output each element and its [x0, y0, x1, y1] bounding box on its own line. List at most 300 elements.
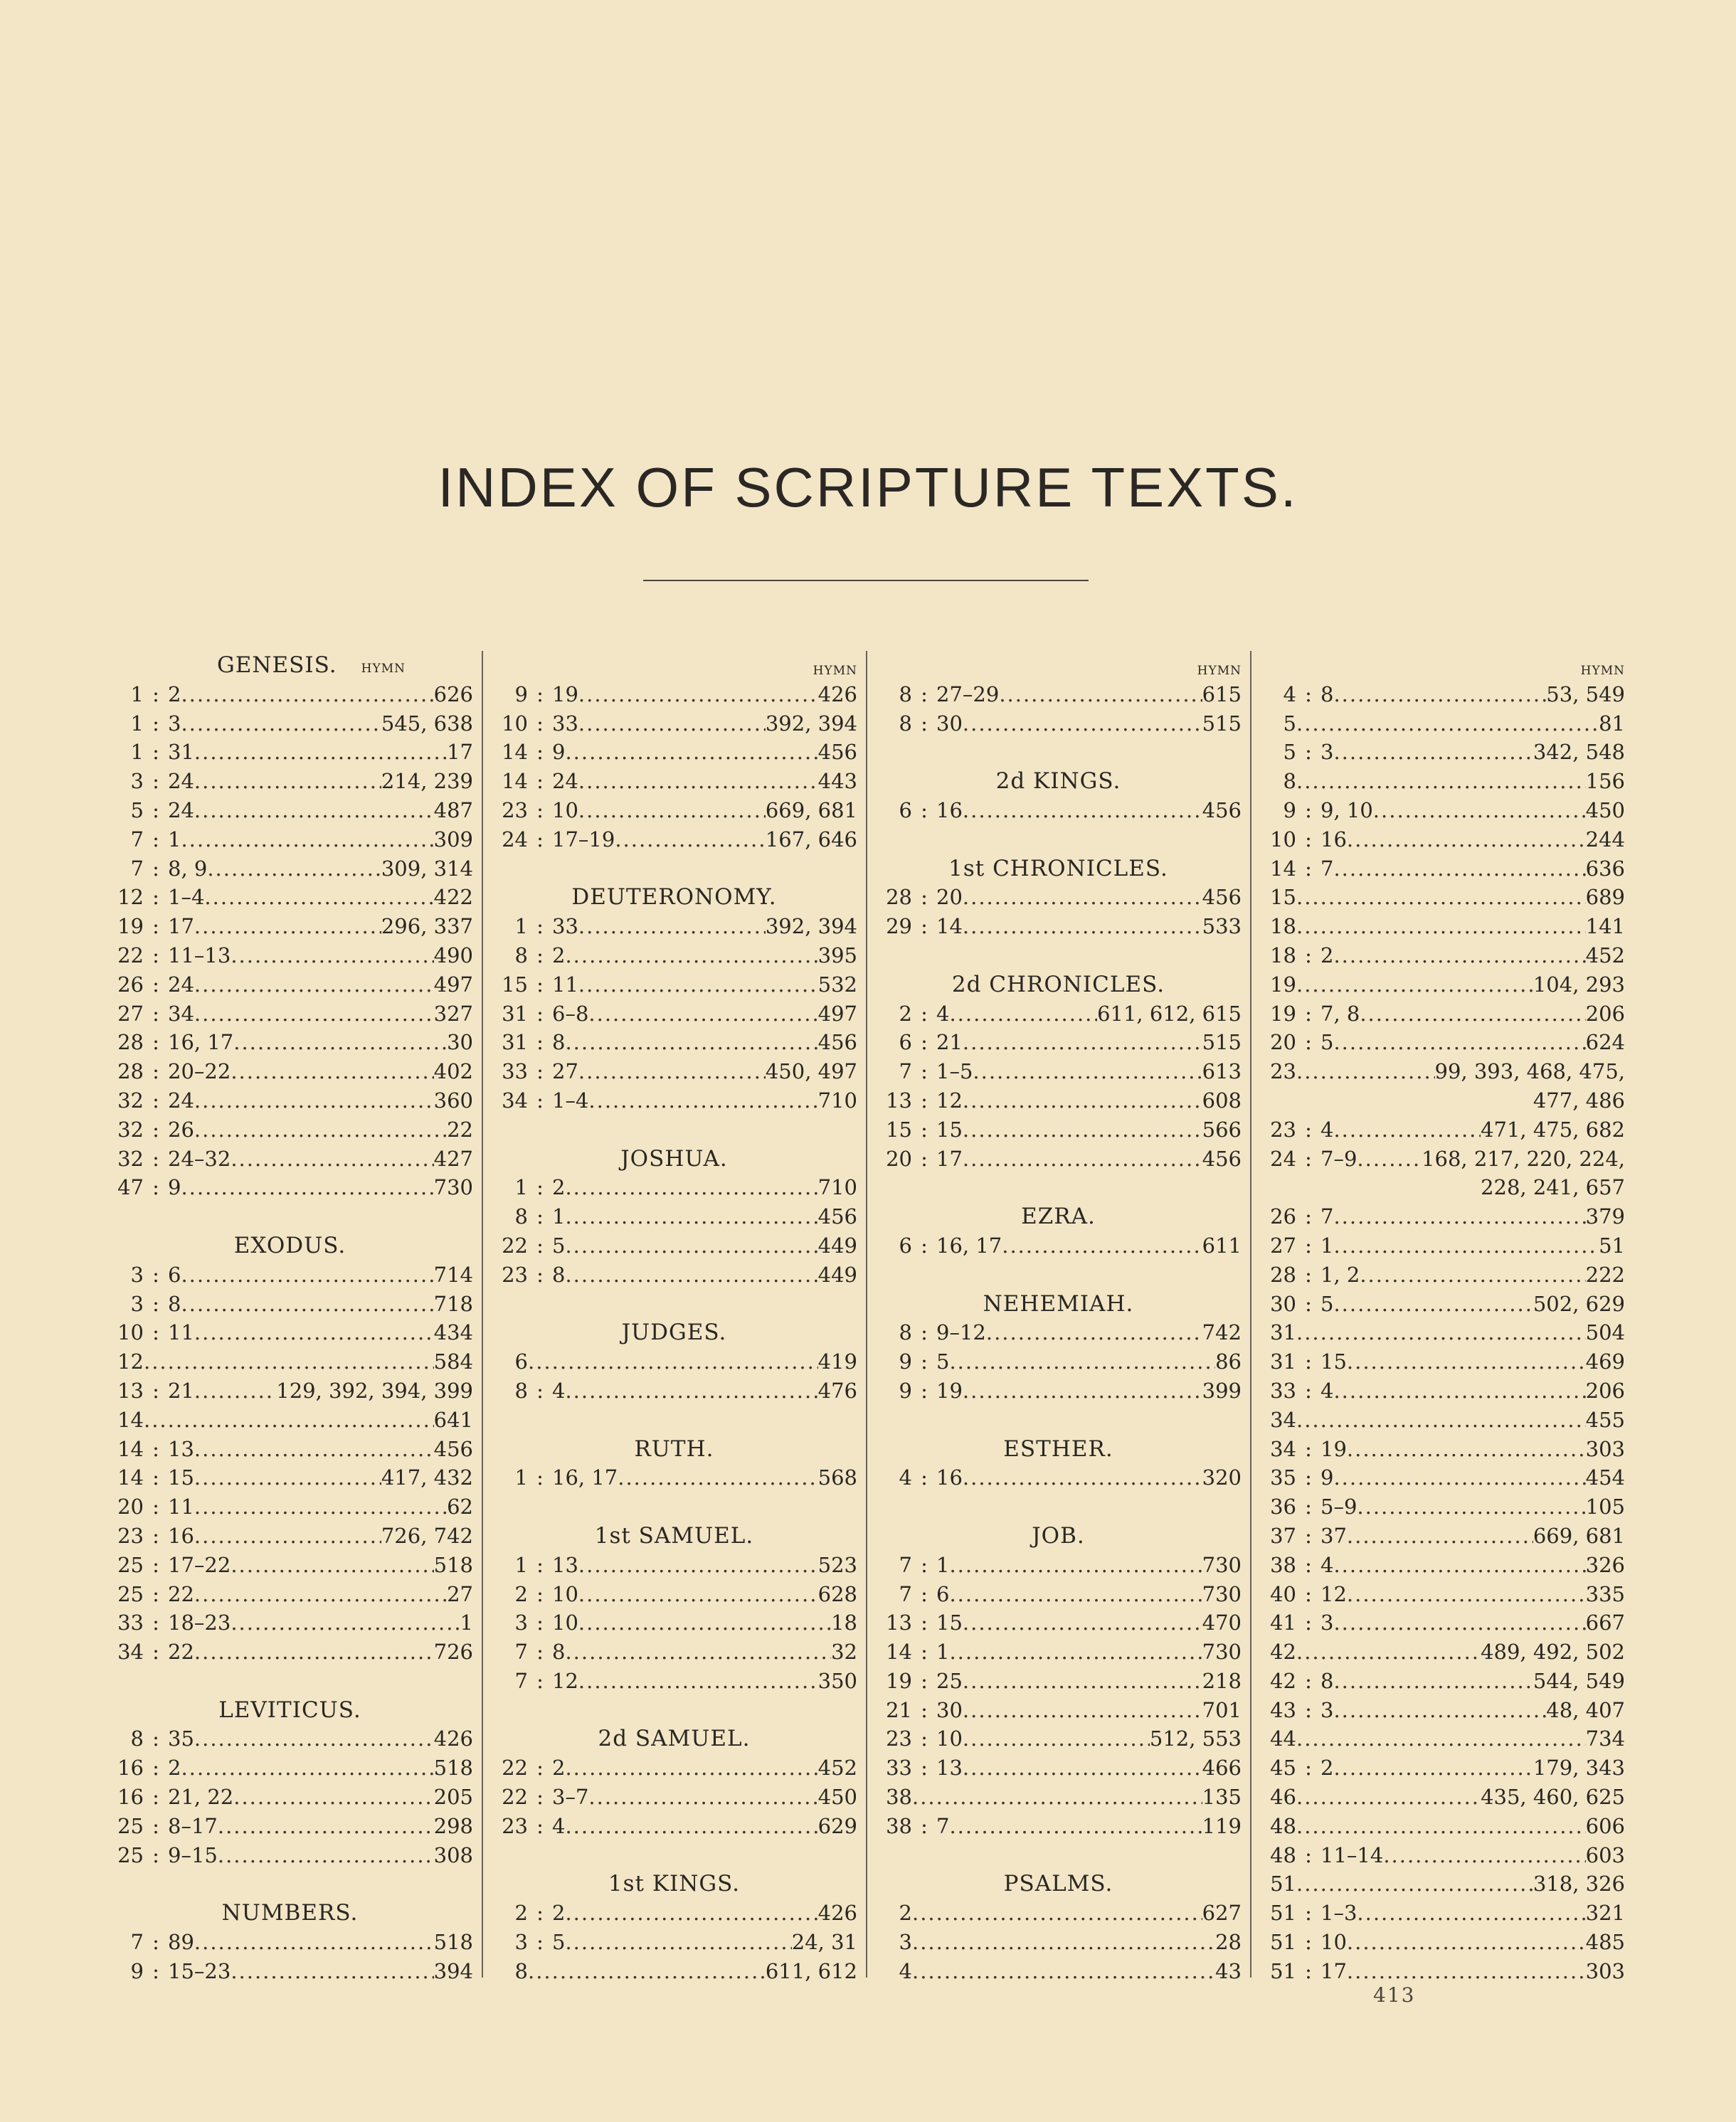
- verse-number: 24: [552, 769, 578, 794]
- hymn-numbers: 179, 343: [1533, 1756, 1625, 1781]
- index-entry: [491, 1783, 857, 1812]
- hymn-numbers: 523: [817, 1552, 857, 1577]
- colon-separator: :: [921, 681, 928, 706]
- chapter-number: 8: [514, 1204, 528, 1229]
- index-entry: [107, 1724, 473, 1754]
- hymn-numbers: 399: [1202, 1378, 1242, 1403]
- chapter-number: 8: [1283, 769, 1296, 794]
- leader-dots: [963, 1463, 1202, 1492]
- colon-separator: :: [536, 1901, 544, 1926]
- hymn-numbers: 17: [447, 740, 473, 765]
- book-title: JOSHUA.: [620, 1145, 728, 1172]
- chapter-number: 48: [1270, 1813, 1296, 1838]
- colon-separator: :: [1305, 1378, 1312, 1403]
- verse-number: 13: [168, 1436, 194, 1461]
- colon-separator: :: [536, 914, 544, 939]
- hymn-numbers: 456: [433, 1436, 473, 1461]
- hymn-numbers: 395: [817, 943, 857, 967]
- verse-number: 6: [168, 1262, 181, 1287]
- leader-dots: [578, 1057, 766, 1086]
- hymn-numbers: 222: [1585, 1262, 1625, 1287]
- colon-separator: :: [152, 681, 159, 706]
- colon-separator: :: [152, 1117, 159, 1142]
- scripture-reference: [875, 1318, 986, 1347]
- leader-dots: [194, 970, 434, 999]
- colon-separator: :: [536, 1668, 544, 1693]
- scripture-reference: [107, 825, 181, 854]
- scripture-reference: [491, 709, 578, 738]
- index-entry: [875, 1231, 1242, 1261]
- leader-dots: [963, 709, 1202, 738]
- hymn-numbers: 452: [1585, 943, 1625, 967]
- chapter-number: 4: [899, 1958, 912, 1983]
- chapter-number: 13: [886, 1088, 912, 1113]
- scripture-reference: [491, 1028, 565, 1057]
- chapter-number: 33: [117, 1611, 144, 1635]
- scripture-reference: [875, 1115, 963, 1145]
- colon-separator: :: [536, 769, 544, 794]
- hymn-numbers: 1: [460, 1611, 473, 1635]
- index-entry: [1259, 1608, 1625, 1638]
- hymn-numbers: 485: [1585, 1930, 1625, 1955]
- book-title: RUTH.: [634, 1436, 714, 1462]
- verse-number: 15: [168, 1465, 194, 1490]
- colon-separator: :: [1305, 943, 1312, 967]
- leader-dots: [233, 1783, 433, 1812]
- chapter-number: 2: [514, 1581, 528, 1606]
- index-entry: [107, 1551, 473, 1580]
- verse-number: 8: [552, 1030, 566, 1055]
- leader-dots: [231, 941, 433, 970]
- scripture-reference: [107, 1057, 231, 1086]
- verse-number: 19: [552, 681, 578, 706]
- scripture-reference: [1259, 825, 1347, 854]
- spacer: [875, 1173, 1242, 1202]
- book-title: JUDGES.: [621, 1320, 727, 1346]
- index-entry: [1259, 1492, 1625, 1522]
- leader-dots: [1296, 1057, 1435, 1086]
- leader-dots: [949, 1551, 1202, 1580]
- scripture-reference: [491, 1231, 565, 1261]
- verse-number: 24: [168, 769, 194, 794]
- colon-separator: :: [152, 1320, 159, 1345]
- verse-number: 24–32: [168, 1146, 231, 1171]
- verse-number: 24: [168, 1088, 194, 1113]
- scripture-reference: [107, 1406, 144, 1435]
- colon-separator: :: [921, 1726, 928, 1751]
- colon-separator: :: [536, 1552, 544, 1577]
- scripture-reference: [1259, 680, 1333, 709]
- chapter-number: 31: [1270, 1320, 1296, 1345]
- hymn-numbers: 628: [817, 1581, 857, 1606]
- scripture-reference: [1259, 796, 1373, 825]
- chapter-number: 15: [886, 1117, 912, 1142]
- spacer: [491, 1696, 857, 1725]
- leader-dots: [181, 1754, 433, 1783]
- index-entry: [107, 1638, 473, 1667]
- colon-separator: :: [1305, 1552, 1312, 1577]
- index-entry: [491, 1028, 857, 1057]
- index-entry: [491, 999, 857, 1029]
- hymn-numbers: 450, 497: [765, 1059, 857, 1084]
- chapter-number: 10: [502, 711, 528, 736]
- colon-separator: :: [1305, 1901, 1312, 1926]
- chapter-number: 7: [514, 1668, 528, 1693]
- scripture-reference: [1259, 1667, 1333, 1696]
- chapter-number: 25: [117, 1842, 144, 1867]
- scripture-reference: [875, 1754, 963, 1783]
- index-entry: [1259, 709, 1625, 738]
- leader-dots: [194, 767, 381, 796]
- index-entry: [1259, 1812, 1625, 1841]
- colon-separator: :: [1305, 797, 1312, 822]
- colon-separator: :: [152, 740, 159, 765]
- chapter-number: 35: [1270, 1465, 1296, 1490]
- verse-number: 17–19: [552, 827, 615, 852]
- leader-dots: [565, 1028, 817, 1057]
- chapter-number: 19: [117, 914, 144, 939]
- index-entry: [491, 1608, 857, 1638]
- colon-separator: :: [536, 1465, 544, 1490]
- leader-dots: [1347, 825, 1586, 854]
- chapter-number: 13: [886, 1611, 912, 1635]
- chapter-number: 14: [886, 1640, 912, 1665]
- hymn-numbers: 62: [447, 1495, 473, 1519]
- spacer: [491, 1115, 857, 1145]
- spacer: [491, 1406, 857, 1435]
- chapter-number: 14: [502, 769, 528, 794]
- colon-separator: :: [921, 885, 928, 910]
- verse-number: 2: [552, 1756, 566, 1781]
- leader-dots: [528, 1957, 766, 1986]
- chapter-number: 46: [1270, 1785, 1296, 1810]
- hymn-numbers: 490: [433, 943, 473, 967]
- leader-dots: [565, 1638, 831, 1667]
- leader-dots: [963, 1376, 1202, 1406]
- hymn-numbers: 434: [433, 1320, 473, 1345]
- chapter-number: 1: [514, 1465, 528, 1490]
- colon-separator: :: [921, 1001, 928, 1026]
- book-title: 1st SAMUEL.: [594, 1522, 754, 1549]
- verse-number: 12: [552, 1668, 578, 1693]
- book-title: JOB.: [1032, 1522, 1085, 1549]
- leader-dots: [1002, 1231, 1202, 1261]
- index-entry: [107, 1957, 473, 1986]
- colon-separator: :: [536, 827, 544, 852]
- index-entry: [875, 1551, 1242, 1580]
- verse-number: 11: [168, 1320, 194, 1345]
- spacer: [875, 1406, 1242, 1435]
- chapter-number: 51: [1270, 1958, 1296, 1983]
- index-entry: [1259, 825, 1625, 854]
- leader-dots: [912, 1899, 1202, 1928]
- colon-separator: :: [1305, 1204, 1312, 1229]
- scripture-reference: [1259, 1261, 1360, 1290]
- verse-number: 16: [936, 1465, 963, 1490]
- index-entry: [1259, 1463, 1625, 1492]
- colon-separator: :: [921, 1117, 928, 1142]
- hymn-numbers: 53, 549: [1546, 681, 1625, 706]
- book-title: EXODUS.: [233, 1232, 346, 1258]
- scripture-reference: [1259, 738, 1333, 767]
- verse-number: 7, 8: [1320, 1001, 1360, 1026]
- leader-dots: [181, 1261, 433, 1290]
- index-entry: [107, 1406, 473, 1435]
- colon-separator: :: [1305, 740, 1312, 765]
- hymn-numbers: 515: [1202, 1030, 1242, 1055]
- colon-separator: :: [152, 1436, 159, 1461]
- index-entry: [1259, 1261, 1625, 1290]
- leader-dots: [231, 1551, 433, 1580]
- leader-dots: [1333, 1667, 1533, 1696]
- hymn-numbers: 360: [433, 1088, 473, 1113]
- chapter-number: 14: [1270, 856, 1296, 881]
- leader-dots: [181, 709, 381, 738]
- book-heading: [107, 651, 473, 680]
- chapter-number: 19: [886, 1668, 912, 1693]
- chapter-number: 9: [1283, 797, 1296, 822]
- index-entry: [875, 1376, 1242, 1406]
- scripture-reference: [107, 1841, 218, 1870]
- hymn-numbers: 419: [817, 1349, 857, 1374]
- colon-separator: :: [152, 827, 159, 852]
- index-entry: [1259, 1957, 1625, 1986]
- scripture-reference: [107, 1724, 194, 1754]
- verse-number: 24: [168, 797, 194, 822]
- hymn-numbers: 456: [1202, 1146, 1242, 1171]
- scripture-reference: [107, 709, 181, 738]
- chapter-number: 14: [117, 1465, 144, 1490]
- leader-dots: [578, 1580, 818, 1609]
- scripture-reference: [1259, 1318, 1296, 1347]
- index-entry: [875, 1638, 1242, 1667]
- colon-separator: :: [921, 1552, 928, 1577]
- index-entry: [1259, 1376, 1625, 1406]
- book-title: DEUTERONOMY.: [571, 884, 777, 911]
- leader-dots: [578, 1608, 831, 1638]
- scripture-reference: [107, 1492, 194, 1522]
- index-entry: [107, 1463, 473, 1492]
- verse-number: 22: [168, 1581, 194, 1606]
- leader-dots: [1360, 1261, 1585, 1290]
- index-entry: [491, 709, 857, 738]
- verse-number: 34: [168, 1001, 194, 1026]
- scripture-reference: [491, 1551, 578, 1580]
- spacer: [107, 1667, 473, 1696]
- leader-dots: [588, 999, 817, 1029]
- hymn-numbers: 730: [1202, 1581, 1242, 1606]
- hymn-numbers: 469: [1585, 1349, 1625, 1374]
- chapter-number: 33: [502, 1059, 528, 1084]
- scripture-reference: [107, 1463, 194, 1492]
- chapter-number: 38: [886, 1785, 912, 1810]
- book-heading: [875, 1202, 1242, 1231]
- chapter-number: 7: [899, 1581, 912, 1606]
- chapter-number: 38: [1270, 1552, 1296, 1577]
- colon-separator: :: [1305, 1495, 1312, 1519]
- colon-separator: :: [152, 943, 159, 967]
- book-title: EZRA.: [1021, 1204, 1096, 1230]
- colon-separator: :: [536, 1175, 544, 1200]
- colon-separator: :: [921, 1640, 928, 1665]
- verse-number: 8, 9: [168, 856, 208, 881]
- verse-number: 10: [552, 1611, 578, 1635]
- index-entry: [491, 1463, 857, 1492]
- chapter-number: 9: [899, 1349, 912, 1374]
- leader-dots: [1296, 1812, 1586, 1841]
- book-title: NUMBERS.: [221, 1900, 359, 1926]
- chapter-number: 8: [514, 1958, 528, 1983]
- verse-number: 2: [1320, 1756, 1334, 1781]
- hymn-numbers: 701: [1202, 1697, 1242, 1722]
- index-entry: [107, 709, 473, 738]
- leader-dots: [233, 1028, 447, 1057]
- hymn-numbers: 206: [1585, 1378, 1625, 1403]
- hymn-numbers: 566: [1202, 1117, 1242, 1142]
- hymn-numbers: 342, 548: [1533, 740, 1625, 765]
- colon-separator: :: [152, 1088, 159, 1113]
- scripture-reference: [491, 999, 588, 1029]
- scripture-reference: [875, 999, 949, 1029]
- hymn-numbers: 454: [1585, 1465, 1625, 1490]
- verse-number: 21, 22: [168, 1785, 234, 1810]
- leader-dots: [1333, 854, 1585, 884]
- hymn-numbers: 228, 241, 657: [1481, 1175, 1625, 1200]
- scripture-reference: [875, 1347, 949, 1376]
- leader-dots: [194, 796, 434, 825]
- scripture-reference: [1259, 1290, 1333, 1319]
- hymn-numbers: 568: [817, 1465, 857, 1490]
- chapter-number: 20: [117, 1495, 144, 1519]
- index-entry: [875, 1724, 1242, 1754]
- verse-number: 6: [936, 1581, 950, 1606]
- scripture-reference: [1259, 1812, 1296, 1841]
- leader-dots: [204, 883, 433, 912]
- leader-dots: [207, 854, 381, 884]
- chapter-number: 3: [130, 1291, 144, 1316]
- index-entry: [491, 1957, 857, 1986]
- index-entry: [1259, 1869, 1625, 1899]
- verse-number: 15: [936, 1117, 963, 1142]
- index-entry: [491, 1928, 857, 1957]
- hymn-numbers: 30: [447, 1030, 473, 1055]
- leader-dots: [963, 1696, 1202, 1725]
- verse-number: 30: [936, 1697, 963, 1722]
- leader-dots: [1296, 709, 1599, 738]
- hymn-numbers: 613: [1202, 1059, 1242, 1084]
- verse-number: 2: [1320, 943, 1334, 967]
- hymn-numbers: 296, 337: [381, 914, 473, 939]
- hymn-numbers: 426: [817, 681, 857, 706]
- chapter-number: 23: [1270, 1117, 1296, 1142]
- index-entry: [875, 1783, 1242, 1812]
- index-entry: [491, 1202, 857, 1231]
- leader-dots: [1296, 1318, 1586, 1347]
- chapter-number: 6: [899, 797, 912, 822]
- scripture-reference: [875, 1463, 963, 1492]
- verse-number: 10: [552, 1581, 578, 1606]
- scripture-reference: [107, 1551, 231, 1580]
- verse-number: 21: [936, 1030, 963, 1055]
- scripture-reference: [1259, 1115, 1333, 1145]
- chapter-number: 22: [502, 1756, 528, 1781]
- colon-separator: :: [152, 1146, 159, 1171]
- leader-dots: [1383, 1841, 1585, 1870]
- hymn-numbers: 455: [1585, 1407, 1625, 1432]
- index-entry: [491, 738, 857, 767]
- scripture-reference: [107, 941, 231, 970]
- hymn-numbers: 427: [433, 1146, 473, 1171]
- scripture-reference: [1259, 1724, 1296, 1754]
- index-entry: [107, 1318, 473, 1347]
- index-entry: [107, 1754, 473, 1783]
- verse-number: 1: [1320, 1233, 1334, 1258]
- verse-number: 26: [168, 1117, 194, 1142]
- hymn-numbers: 392, 394: [765, 914, 857, 939]
- hymn-numbers: 487: [433, 797, 473, 822]
- scripture-reference: [1259, 1145, 1357, 1174]
- verse-number: 17: [936, 1146, 963, 1171]
- index-entry-continuation: [1259, 1086, 1625, 1115]
- scripture-reference: [491, 767, 578, 796]
- hymn-column-label: HYMN: [813, 664, 857, 678]
- chapter-number: 22: [117, 943, 144, 967]
- scripture-reference: [875, 709, 963, 738]
- scripture-reference: [1259, 1347, 1347, 1376]
- scripture-reference: [875, 796, 963, 825]
- scripture-reference: [1259, 1928, 1347, 1957]
- verse-number: 8: [1320, 681, 1334, 706]
- index-entry: [491, 1057, 857, 1086]
- leader-dots: [618, 1463, 817, 1492]
- verse-number: 8: [168, 1291, 181, 1316]
- chapter-number: 28: [886, 885, 912, 910]
- colon-separator: :: [536, 1930, 544, 1955]
- colon-separator: :: [152, 1465, 159, 1490]
- scripture-reference: [1259, 912, 1296, 941]
- leader-dots: [194, 1376, 276, 1406]
- verse-number: 9–15: [168, 1842, 218, 1867]
- hymn-numbers: 156: [1585, 769, 1625, 794]
- index-entry: [1259, 970, 1625, 999]
- scripture-reference: [491, 1812, 565, 1841]
- scripture-reference: [491, 1202, 565, 1231]
- index-entry: [107, 1057, 473, 1086]
- chapter-number: 26: [1270, 1204, 1296, 1229]
- colon-separator: :: [152, 856, 159, 881]
- colon-separator: :: [1305, 1001, 1312, 1026]
- hymn-numbers: 449: [817, 1262, 857, 1287]
- index-entry: [107, 796, 473, 825]
- verse-number: 33: [552, 914, 578, 939]
- scripture-reference: [875, 1812, 949, 1841]
- scripture-reference: [491, 1580, 578, 1609]
- hymn-numbers: 669, 681: [1533, 1523, 1625, 1548]
- colon-separator: :: [536, 681, 544, 706]
- index-entry: [107, 854, 473, 884]
- leader-dots: [912, 1928, 1215, 1957]
- colon-separator: :: [536, 943, 544, 967]
- chapter-number: 15: [1270, 885, 1296, 910]
- scripture-reference: [491, 1957, 528, 1986]
- colon-separator: :: [536, 1756, 544, 1781]
- leader-dots: [578, 912, 766, 941]
- scripture-reference: [875, 1667, 963, 1696]
- scripture-reference: [875, 1928, 912, 1957]
- index-entry: [491, 1086, 857, 1115]
- hymn-numbers: 303: [1585, 1958, 1625, 1983]
- leader-dots: [1347, 1435, 1586, 1464]
